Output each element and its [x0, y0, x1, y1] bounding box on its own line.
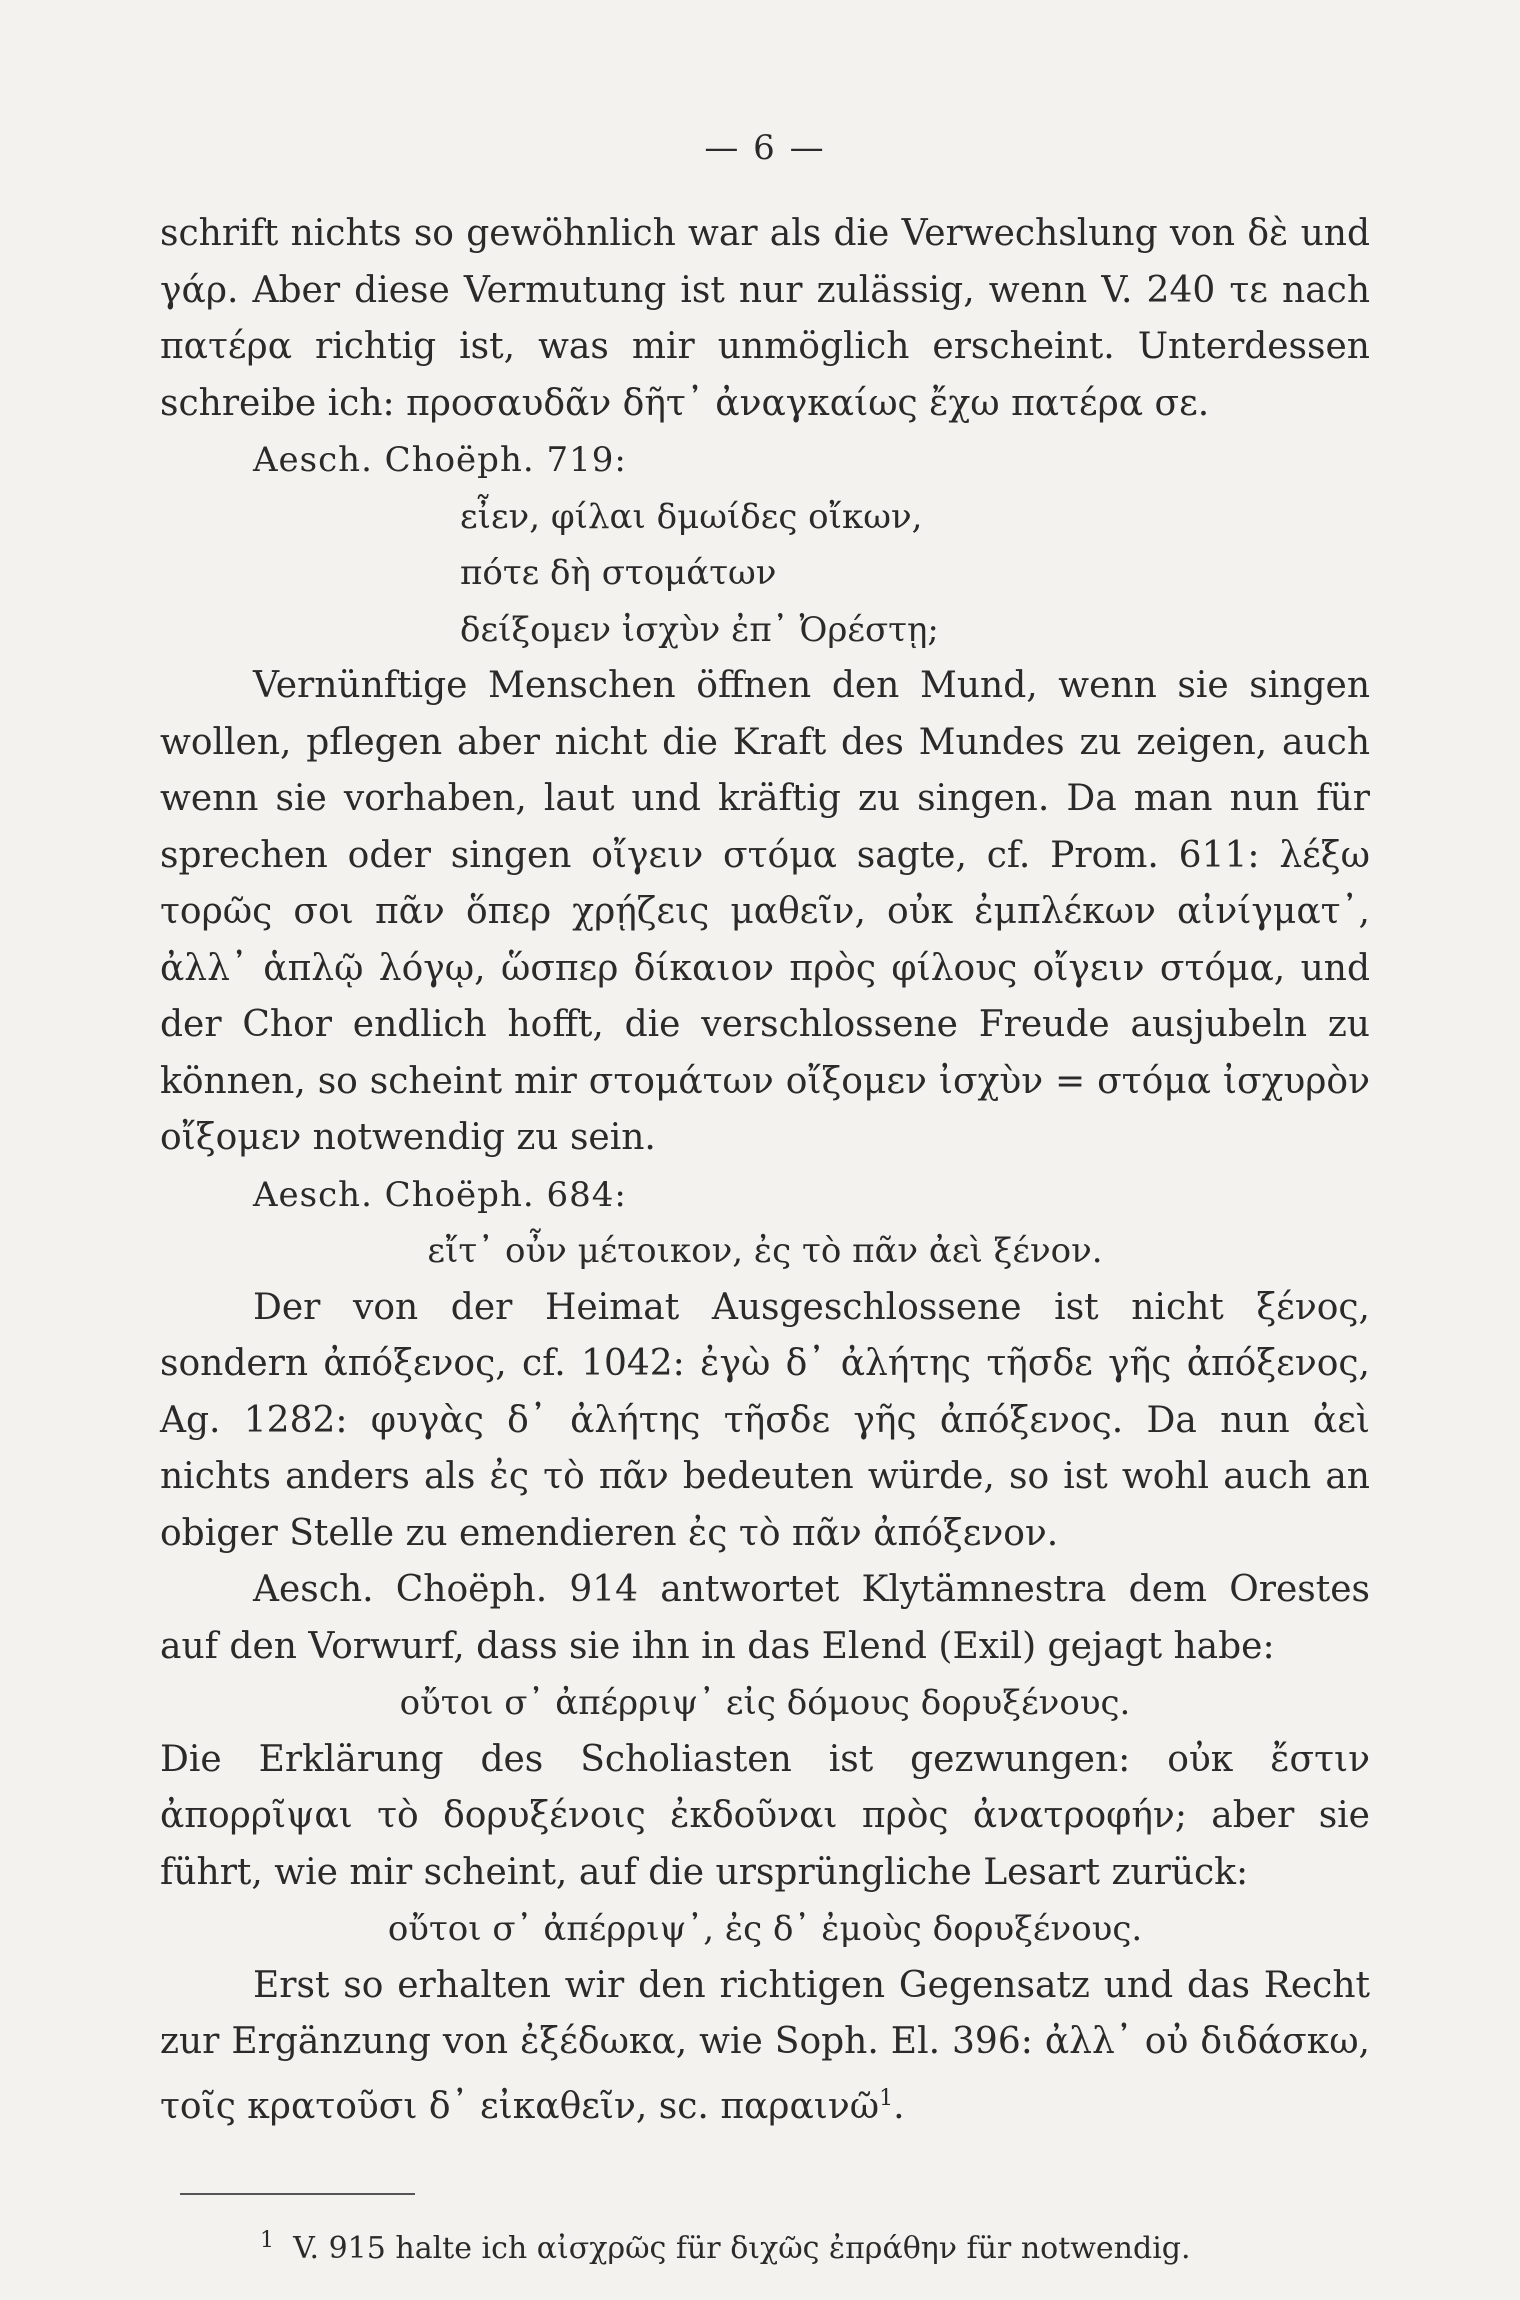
greek-line: εἶεν, φίλαι δμωίδες οἴκων, — [460, 496, 923, 537]
paragraph-text: Erst so erhalten wir den richtigen Gegensatz und das Recht zur Ergänzung von ἐξέδωκα, wie Soph. El. 396: ἀλλ᾽ οὐ διδάσκω, τοῖς κρατοῦσι δ᾽ εἰκαθεῖν, sc. παραινῶ — [160, 1964, 1370, 2127]
greek-line: εἴτ᾽ οὖν μέτοικον, ἐς τὸ πᾶν ἀεὶ ξένον. — [427, 1231, 1103, 1271]
footnote-number: 1 — [260, 2228, 274, 2253]
greek-quote — [160, 1901, 1370, 1958]
body-text — [160, 206, 1370, 2135]
greek-line: οὔτοι σ᾽ ἀπέρριψ᾽, ἐς δ᾽ ἐμοὺς δορυξένους. — [387, 1909, 1143, 1949]
paragraph: Vernünftige Menschen öffnen den Mund, wenn sie singen wollen, pflegen aber nicht die Kraft des Mundes zu zeigen, auch wenn sie vorhaben, laut und kräftig zu singen. Da man nun für sprechen oder singen οἴγειν στόμα sagte, cf. Prom. 611: λέξω τορῶς σοι πᾶν ὅπερ χρῄζεις μαθεῖν, οὐκ ἐμπλέκων αἰνίγματ᾽, ἀλλ᾽ ἁπλῷ λόγῳ, ὥσπερ δίκαιον πρὸς φίλους οἴγειν στόμα, und der Chor endlich hofft, die verschlossene Freude ausjubeln zu können, so scheint mir στομάτων οἴξομεν ἰσχὺν = στόμα ἰσχυρὸν οἴξομεν notwendig zu sein. — [160, 665, 1370, 1158]
footnote — [160, 2221, 1370, 2269]
greek-line: πότε δὴ στομάτων — [460, 553, 777, 593]
paragraph: Aesch. Choëph. 914 antwortet Klytämnestra dem Orestes auf den Vorwurf, dass sie ihn in das Elend (Exil) gejagt habe: — [160, 1569, 1370, 1667]
paragraph: Die Erklärung des Scholiasten ist gezwungen: οὐκ ἔστιν ἀπορρῖψαι τὸ δορυξένοις ἐκδοῦναι πρὸς ἀνατροφήν; aber sie führt, wie mir scheint, auf die ursprüngliche Lesart zurück: — [160, 1738, 1370, 1893]
greek-quote — [160, 489, 1370, 659]
greek-line: οὔτοι σ᾽ ἀπέρριψ᾽ εἰς δόμους δορυξένους. — [399, 1683, 1131, 1723]
citation: Aesch. Choëph. 719: — [253, 440, 627, 480]
paragraph: schrift nichts so gewöhnlich war als die Verwechslung von δὲ und γάρ. Aber diese Vermutung ist nur zulässig, wenn V. 240 τε nach πατέρα richtig ist, was mir unmöglich erscheint. Unterdessen schreibe ich: προσαυδᾶν δῆτ᾽ ἀναγκαίως ἔχω πατέρα σε. — [160, 213, 1370, 424]
page-number: — 6 — — [704, 128, 826, 168]
paragraph — [160, 1958, 1370, 2136]
footnote-separator — [180, 2193, 415, 2195]
paragraph-end: . — [893, 2085, 905, 2127]
footnote-text: V. 915 halte ich αἰσχρῶς für διχῶς ἐπράθην für notwendig. — [293, 2231, 1191, 2266]
greek-line: δείξομεν ἰσχὺν ἐπ᾽ Ὀρέστῃ; — [460, 609, 939, 650]
footnote-mark: 1 — [879, 2085, 894, 2111]
paragraph: Der von der Heimat Ausgeschlossene ist nicht ξένος, sondern ἀπόξενος, cf. 1042: ἐγὼ δ᾽ ἀλήτης τῆσδε γῆς ἀπόξενος, Ag. 1282: φυγὰς δ᾽ ἀλήτης τῆσδε γῆς ἀπόξενος. Da nun ἀεὶ nichts anders als ἐς τὸ πᾶν bedeuten würde, so ist wohl auch an obiger Stelle zu emendieren ἐς τὸ πᾶν ἀπόξενον. — [160, 1286, 1370, 1554]
greek-quote — [160, 1675, 1370, 1732]
greek-quote — [160, 1223, 1370, 1280]
citation: Aesch. Choëph. 684: — [253, 1174, 627, 1215]
